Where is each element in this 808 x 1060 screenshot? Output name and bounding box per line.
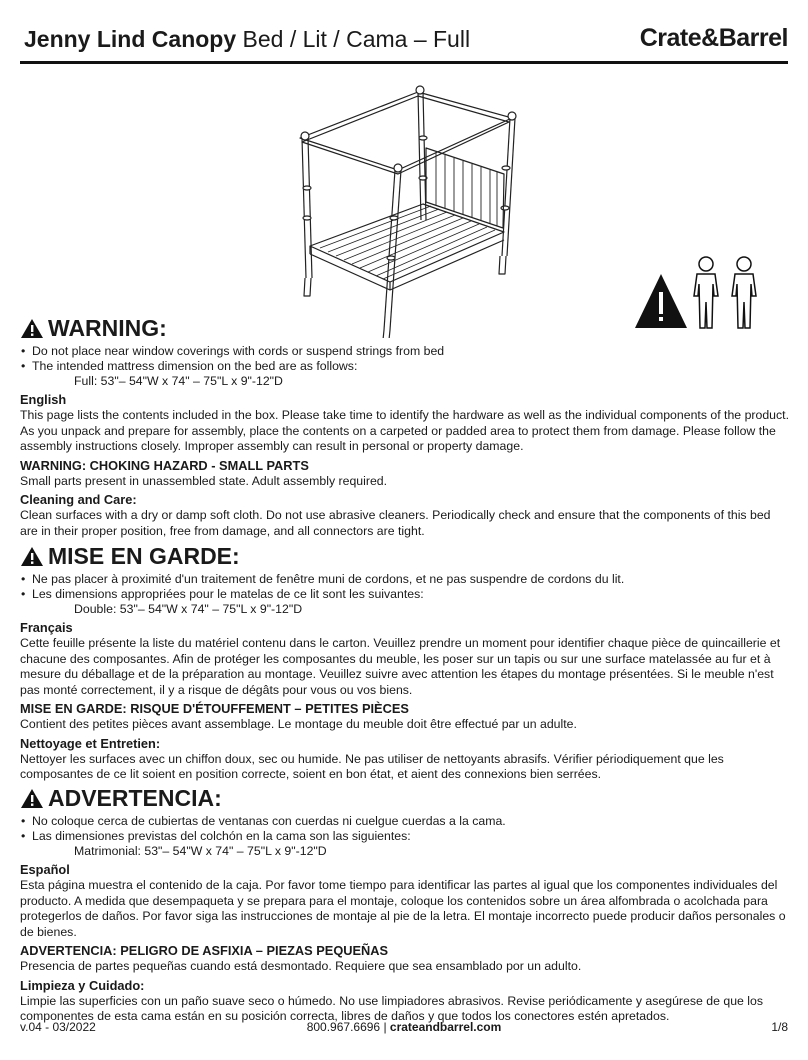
page-title [24, 26, 470, 53]
brand-logo: Crate&Barrel [639, 24, 788, 52]
mattress-dimensions: Double: 53"– 54"W x 74" – 75"L x 9"-12"D [74, 602, 303, 616]
list-item: • Ne pas placer à proximité d'un traitement de fenêtre muni de cordons, et ne pas suspendre de cordons du lit. [20, 572, 790, 587]
language-heading: Français [20, 620, 73, 635]
mattress-dimensions: Full: 53"– 54"W x 74" – 75"L x 9"-12"D [74, 374, 283, 388]
canopy-bed-illustration [290, 78, 530, 338]
warning-bullets [20, 572, 790, 602]
page-number: 1/8 [771, 1020, 788, 1034]
hazard-text: Contient des petites pièces avant assemblage. Le montage du meuble doit être effectué par un adulte. [20, 717, 577, 731]
footer [20, 1020, 788, 1036]
warning-heading: WARNING: [20, 314, 790, 342]
english-section [20, 314, 790, 539]
care-text: Clean surfaces with a dry or damp soft cloth. Do not use abrasive cleaners. Periodically check and ensure that the components of this bed are in their proper position, free from damage, and all connectors are tight. [20, 508, 771, 538]
warning-heading: ADVERTENCIA: [20, 784, 790, 812]
hazard-text: Small parts present in unassembled state. Adult assembly required. [20, 473, 388, 488]
header [20, 22, 788, 60]
version-label: v.04 - 03/2022 [20, 1020, 96, 1034]
product-name: Jenny Lind Canopy [24, 26, 237, 52]
intro-text: Cette feuille présente la liste du matériel contenu dans le carton. Veuillez prendre un moment pour identifier chaque pièce de quincaillerie et chacune des composantes. Afin de protéger les composantes du meuble, les poser sur un tapis ou sur une surface matelassée au fur et à mesure du déballage et de la préparation au montage. Veuillez suivre avec attention les étapes du montage présentées. Si le meuble n'est pas monté correctement, il y a risque de dégâts pour vous ou vos biens. [20, 636, 781, 697]
contact-info [20, 1020, 788, 1034]
intro-text: Esta página muestra el contenido de la caja. Por favor tome tiempo para identificar las partes al igual que los componentes individuales del producto. A medida que desempaqueta y se prepara para el montaje, coloque los contenidos sobre un área alfombrada o acolchada para protegerlos de daños. Por favor siga las instrucciones de montaje al pie de la letra. El montaje incorrecto puede producir daños personales o de bienes. [20, 878, 786, 939]
care-heading: Limpieza y Cuidado: [20, 977, 145, 993]
hazard-heading: MISE EN GARDE: RISQUE D'ÉTOUFFEMENT – PETITES PIÈCES [20, 701, 409, 716]
warning-triangle-icon [20, 318, 44, 339]
list-item: • The intended mattress dimension on the bed are as follows: [20, 359, 790, 374]
website-link[interactable]: crateandbarrel.com [389, 1020, 502, 1034]
care-heading: Nettoyage et Entretien: [20, 735, 161, 751]
hazard-text: Presencia de partes pequeñas cuando está desmontado. Requiere que sea ensamblado por un adulto. [20, 959, 582, 973]
warning-bullets [20, 344, 790, 374]
care-text: Nettoyer les surfaces avec un chiffon doux, sec ou humide. Ne pas utiliser de nettoyants abrasifs. Vérifier périodiquement que les composantes de ce lit soient en position correcte, soient en bon état, et aient des connexions bien serrées. [20, 751, 724, 781]
language-heading: English [20, 392, 67, 407]
french-section [20, 542, 790, 783]
phone-number: 800.967.6696 | [306, 1020, 390, 1034]
list-item: • No coloque cerca de cubiertas de ventanas con cuerdas ni cuelgue cuerdas a la cama. [20, 814, 790, 829]
list-item: • Les dimensions appropriées pour le matelas de ce lit sont les suivantes: [20, 587, 790, 602]
mattress-dimensions: Matrimonial: 53"– 54"W x 74" – 75"L x 9"-12"D [74, 844, 327, 858]
product-type: Bed / Lit / Cama – Full [236, 26, 471, 52]
hazard-heading: WARNING: CHOKING HAZARD - SMALL PARTS [20, 457, 309, 473]
warning-triangle-icon [20, 546, 44, 567]
list-item: • Do not place near window coverings with cords or suspend strings from bed [20, 344, 790, 359]
hazard-heading: ADVERTENCIA: PELIGRO DE ASFIXIA – PIEZAS PEQUEÑAS [20, 943, 389, 958]
care-heading: Cleaning and Care: [20, 492, 137, 507]
spanish-section [20, 784, 790, 1025]
list-item: • Las dimensiones previstas del colchón en la cama son las siguientes: [20, 829, 790, 844]
care-text: Limpie las superficies con un paño suave seco o húmedo. No use limpiadores abrasivos. Revise periódicamente y asegúrese de que los componentes de esta cama están en su posición correcta, libres de daños y que todos los conectores estén apretados. [20, 993, 764, 1023]
language-heading: Español [20, 862, 70, 877]
header-divider [20, 61, 788, 64]
intro-text: This page lists the contents included in the box. Please take time to identify the hardware as well as the individual components of the product. As you unpack and prepare for assembly, place the contents on a carpeted or padded area to protect them from damage. Please follow the assembly instructions closely. Improper assembly can result in personal or property damage. [20, 408, 789, 453]
warning-bullets [20, 814, 790, 844]
warning-heading: MISE EN GARDE: [20, 542, 790, 570]
warning-triangle-icon [20, 788, 44, 809]
